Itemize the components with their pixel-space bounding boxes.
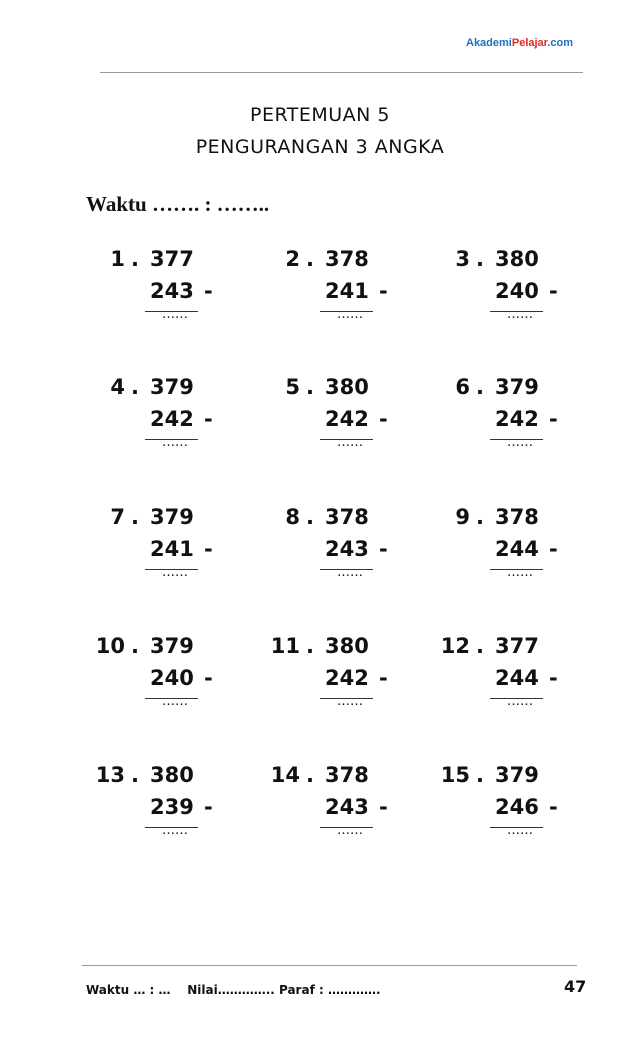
minuend: 379: [150, 375, 194, 399]
minuend: 378: [325, 763, 369, 787]
minus-sign: -: [549, 279, 558, 303]
separator: .: [476, 763, 484, 787]
subtraction-problem: [258, 505, 438, 615]
subtraction-problem: [258, 634, 438, 744]
subtraction-problem: [83, 247, 263, 357]
minuend: 379: [495, 763, 539, 787]
subtrahend: 246: [495, 795, 539, 819]
minus-sign: -: [204, 279, 213, 303]
subtraction-problem: [258, 247, 438, 357]
time-label: Waktu ……. : ……..: [86, 192, 270, 216]
answer-blank[interactable]: ……: [507, 823, 533, 838]
problem-number: 8: [285, 505, 300, 529]
minuend: 379: [150, 505, 194, 529]
separator: .: [306, 375, 314, 399]
problem-number: 2: [285, 247, 300, 271]
minuend: 380: [495, 247, 539, 271]
subtraction-problem: [428, 247, 608, 357]
subtraction-problem: [258, 763, 438, 873]
answer-blank[interactable]: ……: [507, 307, 533, 322]
footer-divider: [82, 965, 577, 966]
problem-number: 4: [110, 375, 125, 399]
subtraction-problem: [83, 505, 263, 615]
minuend: 379: [150, 634, 194, 658]
answer-blank[interactable]: ……: [162, 307, 188, 322]
separator: .: [306, 247, 314, 271]
minus-sign: -: [379, 407, 388, 431]
page-number: 47: [564, 977, 587, 996]
answer-blank[interactable]: ……: [507, 565, 533, 580]
minuend: 378: [325, 247, 369, 271]
problem-number: 1: [110, 247, 125, 271]
subtraction-problem: [428, 634, 608, 744]
separator: .: [131, 505, 139, 529]
subtrahend: 242: [325, 407, 369, 431]
separator: .: [306, 634, 314, 658]
separator: .: [476, 247, 484, 271]
problem-number: 9: [455, 505, 470, 529]
subtraction-problem: [83, 634, 263, 744]
subtrahend: 242: [495, 407, 539, 431]
answer-blank[interactable]: ……: [337, 565, 363, 580]
minuend: 380: [325, 634, 369, 658]
minuend: 380: [325, 375, 369, 399]
header-divider: [100, 72, 583, 73]
subtraction-problem: [83, 763, 263, 873]
subtrahend: 240: [495, 279, 539, 303]
subtrahend: 242: [150, 407, 194, 431]
minus-sign: -: [204, 407, 213, 431]
subtrahend: 241: [325, 279, 369, 303]
problem-number: 10: [95, 634, 125, 658]
minus-sign: -: [379, 537, 388, 561]
minuend: 377: [150, 247, 194, 271]
problem-number: 13: [95, 763, 125, 787]
separator: .: [306, 763, 314, 787]
problem-number: 11: [270, 634, 300, 658]
brand-part: .com: [547, 37, 574, 49]
answer-blank[interactable]: ……: [337, 823, 363, 838]
page-subtitle: PENGURANGAN 3 ANGKA: [195, 136, 445, 158]
minus-sign: -: [204, 795, 213, 819]
separator: .: [306, 505, 314, 529]
page-title: PERTEMUAN 5: [249, 104, 391, 126]
minus-sign: -: [204, 537, 213, 561]
separator: .: [476, 505, 484, 529]
subtrahend: 244: [495, 537, 539, 561]
answer-blank[interactable]: ……: [507, 435, 533, 450]
minus-sign: -: [549, 407, 558, 431]
subtraction-problem: [428, 505, 608, 615]
separator: .: [476, 375, 484, 399]
problem-number: 7: [110, 505, 125, 529]
footer-text: Waktu … : … Nilai………….. Paraf : ………….: [86, 983, 381, 997]
subtraction-problem: [83, 375, 263, 485]
subtraction-problem: [258, 375, 438, 485]
minus-sign: -: [379, 795, 388, 819]
subtrahend: 241: [150, 537, 194, 561]
answer-blank[interactable]: ……: [337, 435, 363, 450]
minus-sign: -: [549, 537, 558, 561]
separator: .: [131, 763, 139, 787]
minuend: 379: [495, 375, 539, 399]
minuend: 380: [150, 763, 194, 787]
separator: .: [131, 247, 139, 271]
subtrahend: 243: [150, 279, 194, 303]
subtrahend: 243: [325, 795, 369, 819]
subtrahend: 242: [325, 666, 369, 690]
subtrahend: 240: [150, 666, 194, 690]
answer-blank[interactable]: ……: [162, 694, 188, 709]
minuend: 378: [495, 505, 539, 529]
brand-logo: [466, 37, 573, 49]
subtraction-problem: [428, 763, 608, 873]
minus-sign: -: [379, 279, 388, 303]
problem-number: 3: [455, 247, 470, 271]
brand-part: Pelajar: [511, 37, 548, 49]
subtrahend: 244: [495, 666, 539, 690]
answer-blank[interactable]: ……: [507, 694, 533, 709]
answer-blank[interactable]: ……: [162, 823, 188, 838]
answer-blank[interactable]: ……: [162, 435, 188, 450]
problem-number: 12: [440, 634, 470, 658]
separator: .: [476, 634, 484, 658]
minus-sign: -: [549, 666, 558, 690]
minuend: 377: [495, 634, 539, 658]
minus-sign: -: [204, 666, 213, 690]
brand-part: Akademi: [466, 37, 512, 49]
answer-blank[interactable]: ……: [337, 307, 363, 322]
subtraction-problem: [428, 375, 608, 485]
subtrahend: 239: [150, 795, 194, 819]
problem-number: 5: [285, 375, 300, 399]
separator: .: [131, 634, 139, 658]
subtrahend: 243: [325, 537, 369, 561]
separator: .: [131, 375, 139, 399]
minuend: 378: [325, 505, 369, 529]
problem-number: 15: [440, 763, 470, 787]
answer-blank[interactable]: ……: [337, 694, 363, 709]
problem-number: 6: [455, 375, 470, 399]
minus-sign: -: [379, 666, 388, 690]
answer-blank[interactable]: ……: [162, 565, 188, 580]
problem-number: 14: [270, 763, 300, 787]
minus-sign: -: [549, 795, 558, 819]
